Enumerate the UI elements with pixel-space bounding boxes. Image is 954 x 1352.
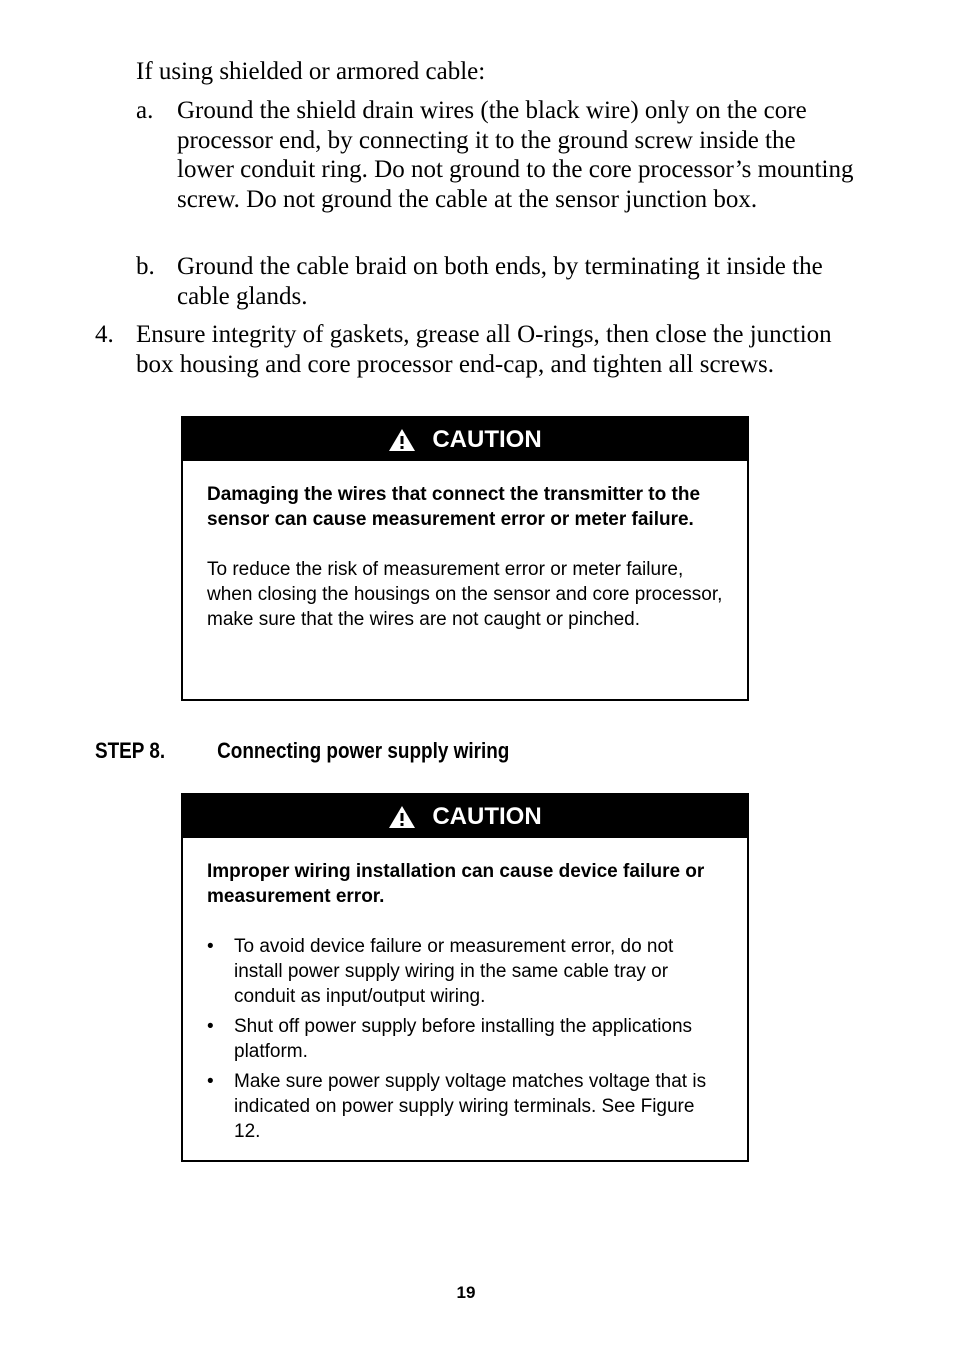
intro-text: If using shielded or armored cable: <box>136 58 486 85</box>
list-item-label: a. <box>136 97 154 124</box>
warning-triangle-icon <box>388 805 416 829</box>
list-item-text: Ground the cable braid on both ends, by terminating it inside the cable glands. <box>177 253 823 310</box>
bullet-text: To avoid device failure or measurement error, do not install power supply wiring in the same cable tray or conduit as input/output wiring. <box>234 936 674 1007</box>
caution-body <box>183 461 747 632</box>
bullet-text: Shut off power supply before installing the applications platform. <box>234 1016 693 1062</box>
step-8-heading <box>95 738 509 764</box>
step-4-item <box>95 320 855 379</box>
caution-box-power <box>181 793 749 1162</box>
warning-triangle-icon <box>388 428 416 452</box>
list-item-b <box>136 252 856 311</box>
caution-title: CAUTION <box>432 425 542 453</box>
list-item-a <box>136 96 856 214</box>
step-4-label: 4. <box>95 321 114 348</box>
page-number: 19 <box>456 1283 476 1302</box>
bullet-icon: • <box>207 1071 214 1092</box>
caution-box-wires <box>181 416 749 701</box>
list-item <box>207 1069 723 1144</box>
bullet-icon: • <box>207 936 214 957</box>
list-item-label: b. <box>136 253 155 280</box>
caution-detail-text: To reduce the risk of measurement error or meter failure, when closing the housings on the sensor and core processor, make sure that the wires are not caught or pinched. <box>207 559 723 630</box>
bullet-text: Make sure power supply voltage matches voltage that is indicated on power supply wiring terminals. See Figure 12. <box>234 1071 707 1142</box>
caution-body <box>183 838 747 1144</box>
bullet-icon: • <box>207 1016 214 1037</box>
caution-warning-text: Damaging the wires that connect the transmitter to the sensor can cause measurement error or meter failure. <box>207 484 701 530</box>
caution-header <box>183 418 747 461</box>
list-item-text: Ground the shield drain wires (the black wire) only on the core processor end, by connecting it to the ground screw inside the lower conduit ring. Do not ground to the core processor’s mounting screw. Do not ground the cable at the sensor junction box. <box>177 97 854 213</box>
caution-bullet-list <box>207 934 723 1144</box>
step-number: STEP 8. <box>95 738 166 763</box>
list-item <box>207 1014 723 1064</box>
list-item <box>207 934 723 1009</box>
step-title: Connecting power supply wiring <box>217 738 510 763</box>
caution-title: CAUTION <box>432 802 542 830</box>
caution-header <box>183 795 747 838</box>
caution-warning-text: Improper wiring installation can cause device failure or measurement error. <box>207 861 705 907</box>
step-4-text: Ensure integrity of gaskets, grease all O-rings, then close the junction box housing and core processor end-cap, and tighten all screws. <box>136 321 832 378</box>
